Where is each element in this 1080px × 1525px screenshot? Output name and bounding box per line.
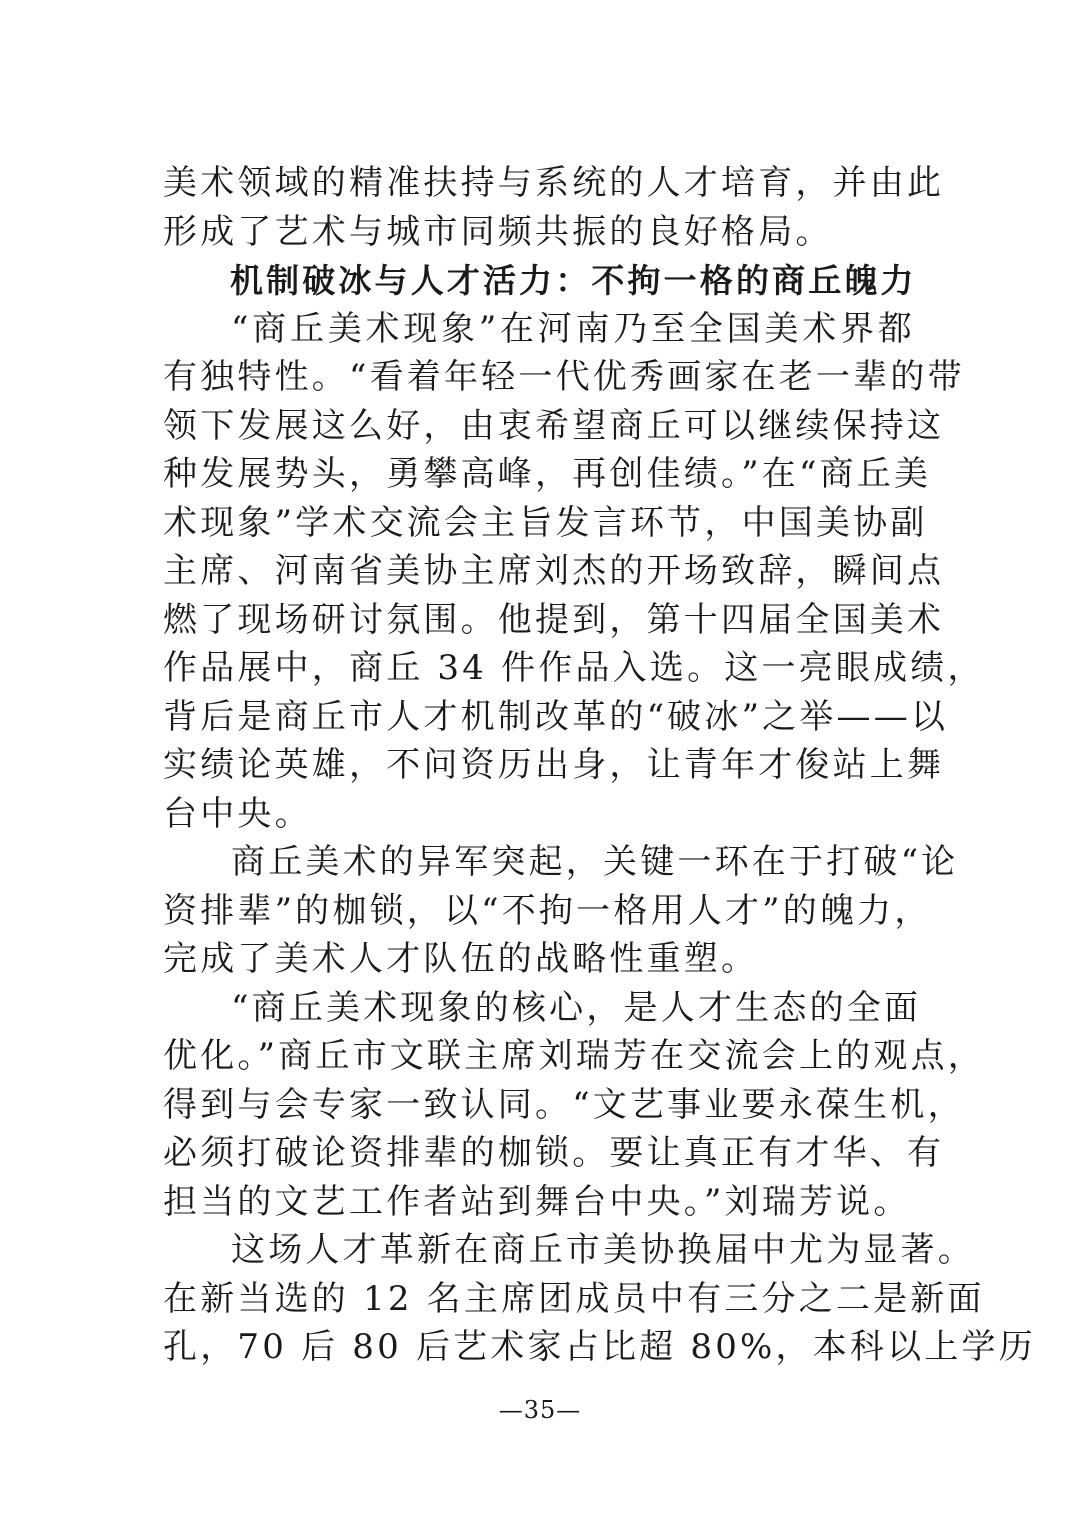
page-number: —35— bbox=[498, 1396, 582, 1424]
body-text-line: 实绩论英雄，不问资历出身，让青年才俊站上舞 bbox=[163, 745, 945, 785]
body-text-line: “商丘美术现象的核心，是人才生态的全面 bbox=[231, 988, 922, 1028]
body-text-line: 燃了现场研讨氛围。他提到，第十四届全国美术 bbox=[163, 600, 945, 640]
body-text-line: 必须打破论资排辈的枷锁。要让真正有才华、有 bbox=[163, 1133, 945, 1173]
body-text-line: 在新当选的 12 名主席团成员中有三分之二是新面 bbox=[163, 1279, 985, 1319]
body-text-line: 有独特性。“看着年轻一代优秀画家在老一辈的带 bbox=[163, 357, 965, 397]
body-text-line: 优化。”商丘市文联主席刘瑞芳在交流会上的观点， bbox=[163, 1036, 985, 1076]
body-text-line: 完成了美术人才队伍的战略性重塑。 bbox=[163, 939, 759, 979]
body-text-line: 作品展中，商丘 34 件作品入选。这一亮眼成绩， bbox=[163, 648, 985, 688]
body-text-line: 商丘美术的异军突起，关键一环在于打破“论 bbox=[231, 842, 959, 882]
section-heading: 机制破冰与人才活力：不拘一格的商丘魄力 bbox=[230, 261, 915, 300]
body-text-line: 领下发展这么好，由衷希望商丘可以继续保持这 bbox=[163, 406, 945, 446]
body-text-line: “商丘美术现象”在河南乃至全国美术界都 bbox=[231, 309, 915, 349]
body-text-line: 背后是商丘市人才机制改革的“破冰”之举——以 bbox=[163, 697, 949, 737]
body-text-line: 术现象”学术交流会主旨发言环节，中国美协副 bbox=[163, 503, 928, 543]
body-text-line: 担当的文艺工作者站到舞台中央。”刘瑞芳说。 bbox=[163, 1182, 911, 1222]
body-text-line: 这场人才革新在商丘市美协换届中尤为显著。 bbox=[231, 1230, 975, 1270]
body-text-line: 主席、河南省美协主席刘杰的开场致辞，瞬间点 bbox=[163, 551, 945, 591]
body-text-line: 得到与会专家一致认同。“文艺事业要永葆生机， bbox=[163, 1085, 965, 1125]
body-text-line: 孔，70 后 80 后艺术家占比超 80%，本科以上学历 bbox=[163, 1327, 1036, 1367]
body-text-line: 种发展势头，勇攀高峰，再创佳绩。”在“商丘美 bbox=[163, 454, 932, 494]
body-text-line: 形成了艺术与城市同频共振的良好格局。 bbox=[163, 212, 833, 252]
body-text-line: 台中央。 bbox=[163, 794, 312, 834]
body-text-line: 资排辈”的枷锁，以“不拘一格用人才”的魄力， bbox=[163, 891, 932, 931]
body-text-line: 美术领域的精准扶持与系统的人才培育，并由此 bbox=[163, 163, 945, 203]
